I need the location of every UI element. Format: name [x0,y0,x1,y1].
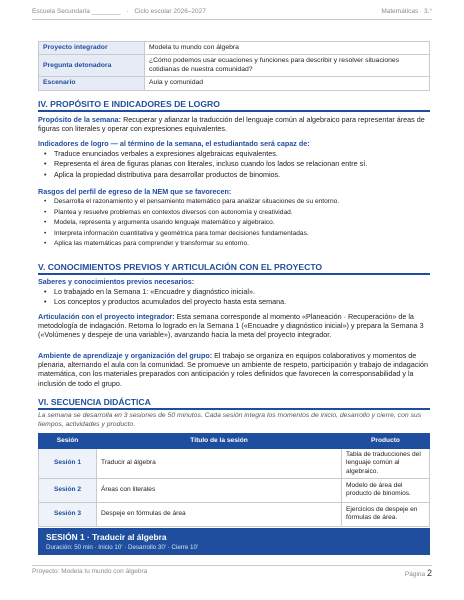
section-divider [38,273,430,275]
prior-knowledge-label: Saberes y conocimientos previos necesarios: [38,277,195,286]
learning-environment-paragraph [38,351,430,388]
section-iv-title: IV. PROPÓSITO E INDICADORES DE LOGRO [38,99,220,109]
list-item: • Los conceptos y productos acumulados del proyecto hasta esta semana. [38,297,430,306]
info-value: Aula y comunidad [145,77,430,90]
articulation-label: Articulación con el proyecto integrador: [38,312,175,321]
indicators-block [38,139,430,179]
sessions-table [38,433,430,527]
page-number-value: 2 [426,568,432,578]
session-product: Tabla de traducciones del lenguaje común al algebraico. [342,449,430,479]
environment-text: El trabajo se organiza en equipos colaborativos y momentos de plenaria, alternando el aula con la comunidad. Se promueve un ambiente de respeto, participación y trabajo de indagación matemática, con los materiales preparados con anticipación y roles definidos que favorecen la corresponsabilidad y la inclusión de todo el grupo. [38,351,428,388]
footer-project-name: Proyecto: Modela tu mundo con álgebra [32,568,148,575]
session-banner-timing: Duración: 50 min · Inicio 10' · Desarrollo 30' · Cierre 10' [46,543,199,551]
table-header-row [39,434,430,449]
column-header: Sesión [39,434,97,449]
subject-grade: Matemáticas · 3.° [381,8,432,15]
profile-traits-list [38,198,430,248]
indicators-label: Indicadores de logro — al término de la semana, el estudiantado será capaz de: [38,139,310,148]
project-articulation-paragraph [38,312,430,340]
purpose-label: Propósito de la semana: [38,115,122,124]
list-item: • Desarrolla el razonamiento y el pensamiento matemático para analizar situaciones de su entorno. [38,198,430,206]
info-value: Modela tu mundo con álgebra [145,42,430,55]
sequence-intro: La semana se desarrolla en 3 sesiones de 50 minutos. Cada sesión integra los momentos de inicio, desarrollo y cierre, con sus tiempos, actividades y producto. [38,412,422,428]
session-product: Ejercicios de despeje en fórmulas de área. [342,502,430,526]
session-number: Sesión 2 [39,478,97,502]
list-item: • Aplica las matemáticas para comprender y transformar su entorno. [38,240,430,248]
table-row [39,77,430,90]
session-title: Despeje en fórmulas de área [97,502,342,526]
school-cycle: Ciclo escolar 2026–2027 [134,8,206,15]
session-number: Sesión 3 [39,502,97,526]
table-row [39,502,430,526]
list-item: • Interpreta información cuantitativa y geométrica para tomar decisiones fundamentadas. [38,230,430,238]
section-divider [38,110,430,112]
profile-traits-block [38,187,430,248]
list-item: • Representa el área de figuras planas con literales, incluso cuando los lados se relacionan entre sí. [38,159,430,168]
info-key: Escenario [39,77,145,90]
page-footer [32,565,432,577]
session-1-banner [38,528,430,555]
session-title: Áreas con literales [97,478,342,502]
page-label: Página [404,571,426,578]
session-title: Traducir al álgebra [97,449,342,479]
page-number [405,568,432,577]
list-item: • Traduce enunciados verbales a expresiones algebraicas equivalentes. [38,149,430,158]
section-vi-title: VI. SECUENCIA DIDÁCTICA [38,397,151,407]
purpose-text: Recuperar y afianzar la traducción del lenguaje común al algebraico para representar áreas de figuras con literales y operar con expresiones equivalentes. [38,115,425,134]
indicators-list [38,149,430,179]
project-info-table [38,41,430,91]
list-item: • Aplica la propiedad distributiva para desarrollar productos de binomios. [38,170,430,179]
section-v-title: V. CONOCIMIENTOS PREVIOS Y ARTICULACIÓN CON EL PROYECTO [38,262,323,272]
column-header: Título de la sesión [97,434,342,449]
purpose-paragraph [38,115,430,133]
table-row [39,449,430,479]
list-item: • Modela, representa y argumenta usando lenguaje matemático y algebraico. [38,219,430,227]
list-item: • Plantea y resuelve problemas en contextos diversos con autonomía y creatividad. [38,209,430,217]
prior-knowledge-list [38,287,430,306]
school-name: Escuela Secundaria ________ [32,8,121,15]
info-value: ¿Cómo podemos usar ecuaciones y funciones para describir y resolver situaciones cotidianas de nuestra comunidad? [145,55,430,77]
table-row [39,478,430,502]
page-header [32,8,432,20]
list-item: • Lo trabajado en la Semana 1: «Encuadre y diagnóstico inicial». [38,287,430,296]
session-banner-title: SESIÓN 1 · Traducir al álgebra [46,532,167,542]
session-number: Sesión 1 [39,449,97,479]
environment-label: Ambiente de aprendizaje y organización del grupo: [38,351,213,360]
header-separator: · [126,8,129,15]
info-key: Proyecto integrador [39,42,145,55]
table-row [39,42,430,55]
section-divider [38,408,430,410]
session-product: Modelo de área del producto de binomios. [342,478,430,502]
profile-traits-label: Rasgos del perfil de egreso de la NEM que se favorecen: [38,187,232,196]
info-key: Pregunta detonadora [39,55,145,77]
articulation-text: Esta semana corresponde al momento «Planeación · Recuperación» de la metodología de indagación. Retoma lo logrado en la Semana 1 («Encuadre y diagnóstico inicial») y prepara la Semana 3 («Volúmenes y despeje de una variable»), avanzando hacia la meta del proyecto integrador. [38,312,424,340]
column-header: Producto [342,434,430,449]
table-row [39,55,430,77]
prior-knowledge-block [38,277,430,307]
